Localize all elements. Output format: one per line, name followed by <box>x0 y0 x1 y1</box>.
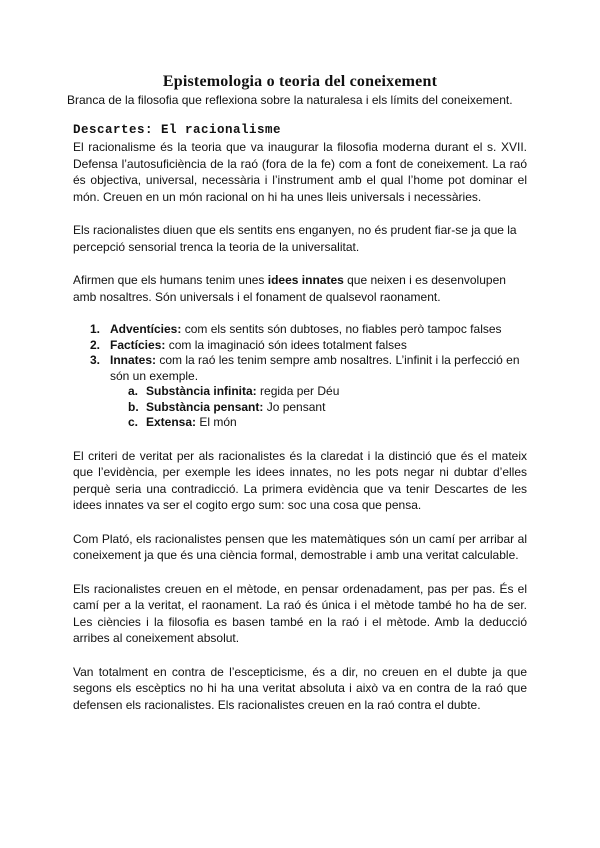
paragraph-criteri-veritat: El criteri de veritat per als racionalistes és la claredat i la distinció que és el mateix que l’evidència, per exemple les idees innates, no les pots negar ni dubtar d’elles perquè seria una contradicció. La primera evidència que va tenir Descartes de les idees innates va ser el cogito ergo sum: soc una cosa que pensa. <box>73 448 527 512</box>
sublist-letter: a. <box>128 384 139 398</box>
sublist-item <box>110 384 527 400</box>
list-term: Innates: <box>110 353 157 367</box>
paragraph-matematiques: Com Plató, els racionalistes pensen que les matemàtiques són un camí per arribar al coneixement ja que és una ciència formal, demostrable i amb una veritat calculable. <box>73 531 527 562</box>
sublist-item <box>110 400 527 416</box>
list-number: 3. <box>90 353 101 367</box>
list-description: com la imaginació són idees totalment falses <box>165 337 407 352</box>
sublist-letter: c. <box>128 415 139 429</box>
sublist-description: regida per Déu <box>256 384 340 398</box>
page-title: Epistemologia o teoria del coneixement <box>162 73 438 90</box>
list-term: Adventícies: <box>110 322 182 336</box>
list-number: 2. <box>90 337 101 352</box>
list-item <box>73 322 527 338</box>
document-page <box>67 72 527 730</box>
bold-term: idees innates <box>267 273 344 287</box>
page-subtitle: Branca de la filosofia que reflexiona sobre la naturalesa i els límits del coneixement. <box>67 93 513 107</box>
section-heading: Descartes: El racionalisme <box>73 123 282 137</box>
paragraph-idees-innates <box>73 272 527 305</box>
paragraph-text: Afirmen que els humans tenim unes <box>73 273 268 287</box>
sublist-item <box>110 415 527 431</box>
sublist-letter: b. <box>128 399 139 414</box>
sublist-term: Extensa: <box>146 415 197 429</box>
paragraph-escepticisme: Van totalment en contra de l’escepticisme, és a dir, no creuen en el dubte ja que segons els escèptics no hi ha una veritat absoluta i això va en contra de la raó que defensen els racionalistes. Els racionalistes creuen en la raó contra el dubte. <box>73 664 527 712</box>
paragraph-metode: Els racionalistes creuen en el mètode, en pensar ordenadament, pas per pas. És el camí per a la veritat, el raonament. La raó és única i el mètode també ho ha de ser. Les ciències i la filosofia es basen també en la raó i el mètode. Amb la deducció arribes al coneixement absolut. <box>73 581 527 645</box>
list-item <box>73 353 527 431</box>
sublist-term: Substància pensant: <box>146 399 264 414</box>
paragraph-racionalisme: El racionalisme és la teoria que va inaugurar la filosofia moderna durant el s. XVII. Defensa l’autosuficiència de la raó (fora de la fe) com a font de coneixement. La raó és objectiva, universal, necessària i l’instrument amb el qual l’home pot dominar el món. Creuen en un món racional on hi ha unes lleis universals i necessàries. <box>73 140 527 204</box>
list-term: Factícies: <box>110 337 166 352</box>
list-description: com la raó les tenim sempre amb nosaltres. L’infinit i la perfecció en són un exemple. <box>110 353 520 383</box>
paragraph-text: que neixen i es desenvolupen amb nosaltres. Són universals i el fonament de qualsevol raonament. <box>73 273 506 304</box>
list-number: 1. <box>90 322 101 336</box>
sublist-term: Substància infinita: <box>146 384 257 398</box>
paragraph-sentits: Els racionalistes diuen que els sentits ens enganyen, no és prudent fiar-se ja que la percepció sensorial trenca la teoria de la universalitat. <box>73 223 517 254</box>
substances-sublist <box>110 384 527 431</box>
list-item <box>73 338 527 354</box>
sublist-description: Jo pensant <box>263 399 326 414</box>
list-description: com els sentits són dubtoses, no fiables però tampoc falses <box>181 322 502 336</box>
sublist-description: El món <box>196 415 237 429</box>
ideas-list <box>73 322 527 431</box>
